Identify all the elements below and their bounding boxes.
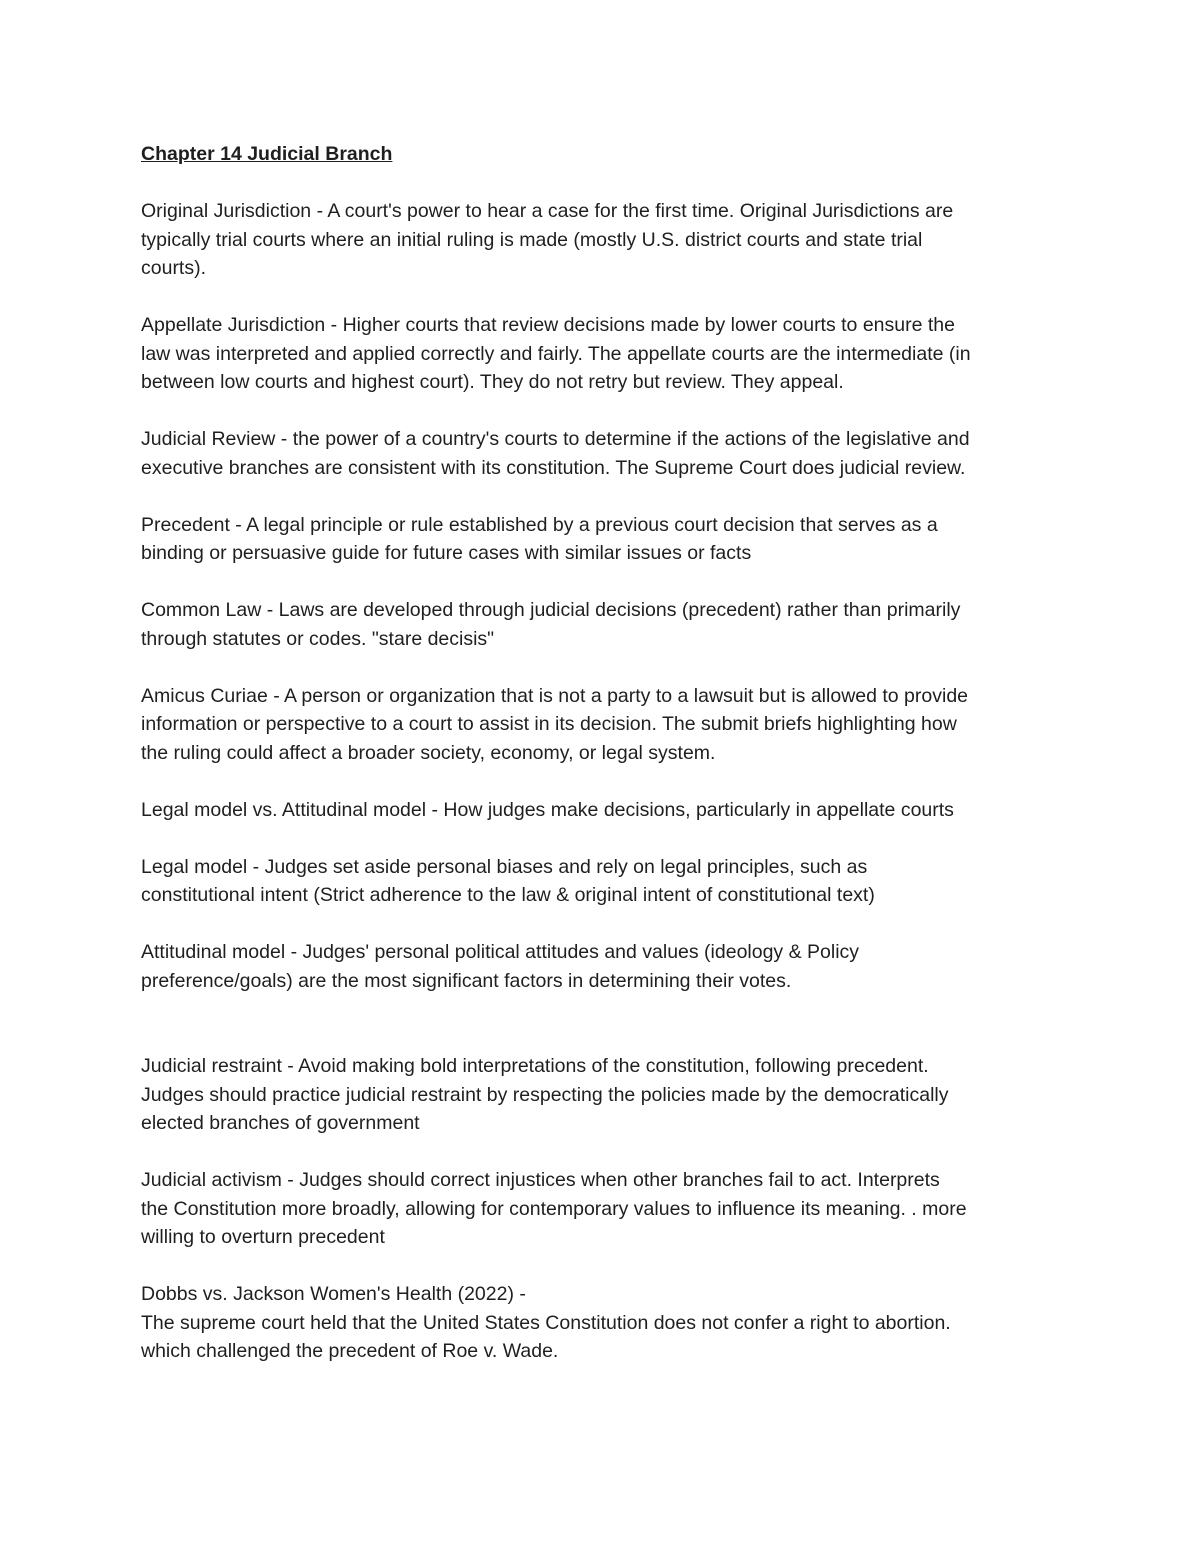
text-line: executive branches are consistent with its constitution. The Supreme Court does judicial review.	[141, 456, 966, 479]
text-line: constitutional intent (Strict adherence to the law & original intent of constitutional text)	[141, 884, 875, 906]
text-line: binding or persuasive guide for future cases with similar issues or facts	[141, 542, 752, 564]
paragraph-precedent	[141, 511, 1071, 568]
text-line: courts).	[141, 257, 207, 279]
spacer	[141, 283, 1071, 312]
text-line: law was interpreted and applied correctly and fairly. The appellate courts are the intermediate (in	[141, 342, 971, 365]
text-line: through statutes or codes. "stare decisis"	[141, 627, 495, 650]
spacer	[141, 653, 1071, 682]
text-line: information or perspective to a court to assist in its decision. The submit briefs highlighting how	[141, 713, 957, 735]
text-line: which challenged the precedent of Roe v. Wade.	[141, 1340, 559, 1362]
text-line: Attitudinal model - Judges' personal political attitudes and values (ideology & Policy	[141, 941, 860, 963]
paragraph-attitudinal-model	[141, 938, 1071, 995]
text-line: Dobbs vs. Jackson Women's Health (2022) -	[141, 1283, 526, 1305]
spacer	[141, 910, 1071, 939]
text-line: elected branches of government	[141, 1112, 420, 1134]
text-line: the Constitution more broadly, allowing for contemporary values to influence its meaning. . more	[141, 1197, 967, 1220]
text-line: Amicus Curiae - A person or organization that is not a party to a lawsuit but is allowed to provide	[141, 684, 969, 707]
paragraph-legal-vs-attitudinal	[141, 796, 1071, 825]
text-line: Judicial activism - Judges should correct injustices when other branches fail to act. Interprets	[141, 1169, 940, 1191]
spacer	[141, 995, 1071, 1052]
text-line: preference/goals) are the most significant factors in determining their votes.	[141, 969, 792, 992]
spacer	[141, 568, 1071, 597]
text-line: Judges should practice judicial restraint by respecting the policies made by the democratically	[141, 1083, 949, 1106]
text-line: Legal model vs. Attitudinal model - How judges make decisions, particularly in appellate courts	[141, 798, 954, 821]
paragraph-legal-model	[141, 853, 1071, 910]
paragraph-dobbs	[141, 1280, 1071, 1366]
text-line: Appellate Jurisdiction - Higher courts that review decisions made by lower courts to ensure the	[141, 314, 955, 336]
paragraph-appellate-jurisdiction	[141, 311, 1071, 397]
spacer	[141, 169, 1071, 198]
paragraph-judicial-restraint	[141, 1052, 1071, 1138]
text-line: typically trial courts where an initial ruling is made (mostly U.S. district courts and state trial	[141, 228, 923, 251]
text-line: Judicial restraint - Avoid making bold interpretations of the constitution, following precedent.	[141, 1055, 929, 1077]
spacer	[141, 482, 1071, 511]
spacer	[141, 1138, 1071, 1167]
spacer	[141, 824, 1071, 853]
document-page	[141, 140, 1071, 1366]
text-line: between low courts and highest court). They do not retry but review. They appeal.	[141, 371, 844, 393]
paragraph-judicial-review	[141, 425, 1071, 482]
text-line: Judicial Review - the power of a country's courts to determine if the actions of the legislative and	[141, 428, 970, 450]
document-title: Chapter 14 Judicial Branch	[141, 143, 393, 165]
spacer	[141, 397, 1071, 426]
spacer	[141, 767, 1071, 796]
paragraph-common-law	[141, 596, 1071, 653]
text-line: willing to overturn precedent	[141, 1226, 385, 1248]
text-line: the ruling could affect a broader society, economy, or legal system.	[141, 741, 716, 764]
spacer	[141, 1252, 1071, 1281]
text-line: Common Law - Laws are developed through judicial decisions (precedent) rather than primarily	[141, 599, 961, 621]
paragraph-judicial-activism	[141, 1166, 1071, 1252]
text-line: The supreme court held that the United States Constitution does not confer a right to abortion.	[141, 1311, 951, 1334]
text-line: Precedent - A legal principle or rule established by a previous court decision that serves as a	[141, 513, 938, 536]
text-line: Original Jurisdiction - A court's power to hear a case for the first time. Original Jurisdictions are	[141, 200, 954, 222]
text-line: Legal model - Judges set aside personal biases and rely on legal principles, such as	[141, 855, 868, 878]
paragraph-amicus-curiae	[141, 682, 1071, 768]
paragraph-original-jurisdiction	[141, 197, 1071, 283]
